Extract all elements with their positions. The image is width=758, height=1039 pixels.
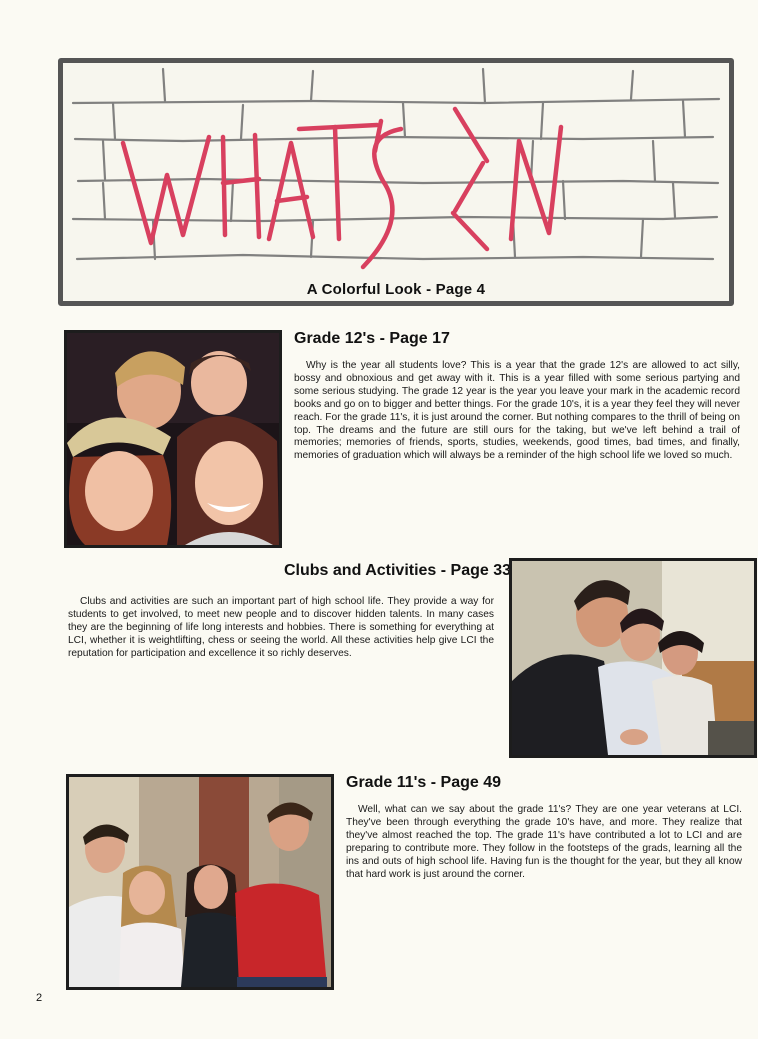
grade-12-body: Why is the year all students love? This is a year that the grade 12's are allowed to act silly, bossy and obnoxious and get away with it. This is a year filled with some serious partying and some serious studying. The grade 12 year is the year you leave your mark in the academic record books and go on to bigger and better things. For the grade 10's, it is a year they feel they will never reach. For the grade 11's, it is just around the corner. But nothing compares to the thrill of being on top. The dreams and the future are still ours for the taking, but we've left behind a trail of memories; memories of friends, sports, studies, weekends, good times, bad times, and finally, memories of graduation which will always be a reminder of the high school life we loved so much. <box>294 360 740 462</box>
clubs-heading: Clubs and Activities - Page 33 <box>284 562 512 579</box>
title-banner <box>58 58 734 306</box>
grade-11-heading: Grade 11's - Page 49 <box>346 774 502 791</box>
clubs-body: Clubs and activities are such an important part of high school life. They provide a way for students to get involved, to meet new people and to discover hidden talents. In many cases they are the beginning of life long interests and hobbies. There is something for everything at LCI, whether it is weightlifting, chess or seeing the world. All these activities help give LCI the reputation for participation and excellence it so richly deserves. <box>68 596 494 659</box>
grade-11-body: Well, what can we say about the grade 11's? They are one year veterans at LCI. They've been through everything the grade 10's have, and more. They realize that they've almost reached the top. The grade 11's have contributed a lot to LCI and are preparing to contribute more. They follow in the footsteps of the grads, learning all the ins and outs of high school life. Having fun is the thought for the year, but they all know that hard work is just around the corner. <box>346 804 742 880</box>
grade-12-photo <box>64 330 282 548</box>
banner-caption: A Colorful Look - Page 4 <box>306 281 486 298</box>
grade-12-heading: Grade 12's - Page 17 <box>294 330 450 347</box>
grade-11-photo <box>66 774 334 990</box>
clubs-photo <box>509 558 757 758</box>
brick-wall-drawing <box>63 63 729 301</box>
page-number: 2 <box>36 992 43 1004</box>
